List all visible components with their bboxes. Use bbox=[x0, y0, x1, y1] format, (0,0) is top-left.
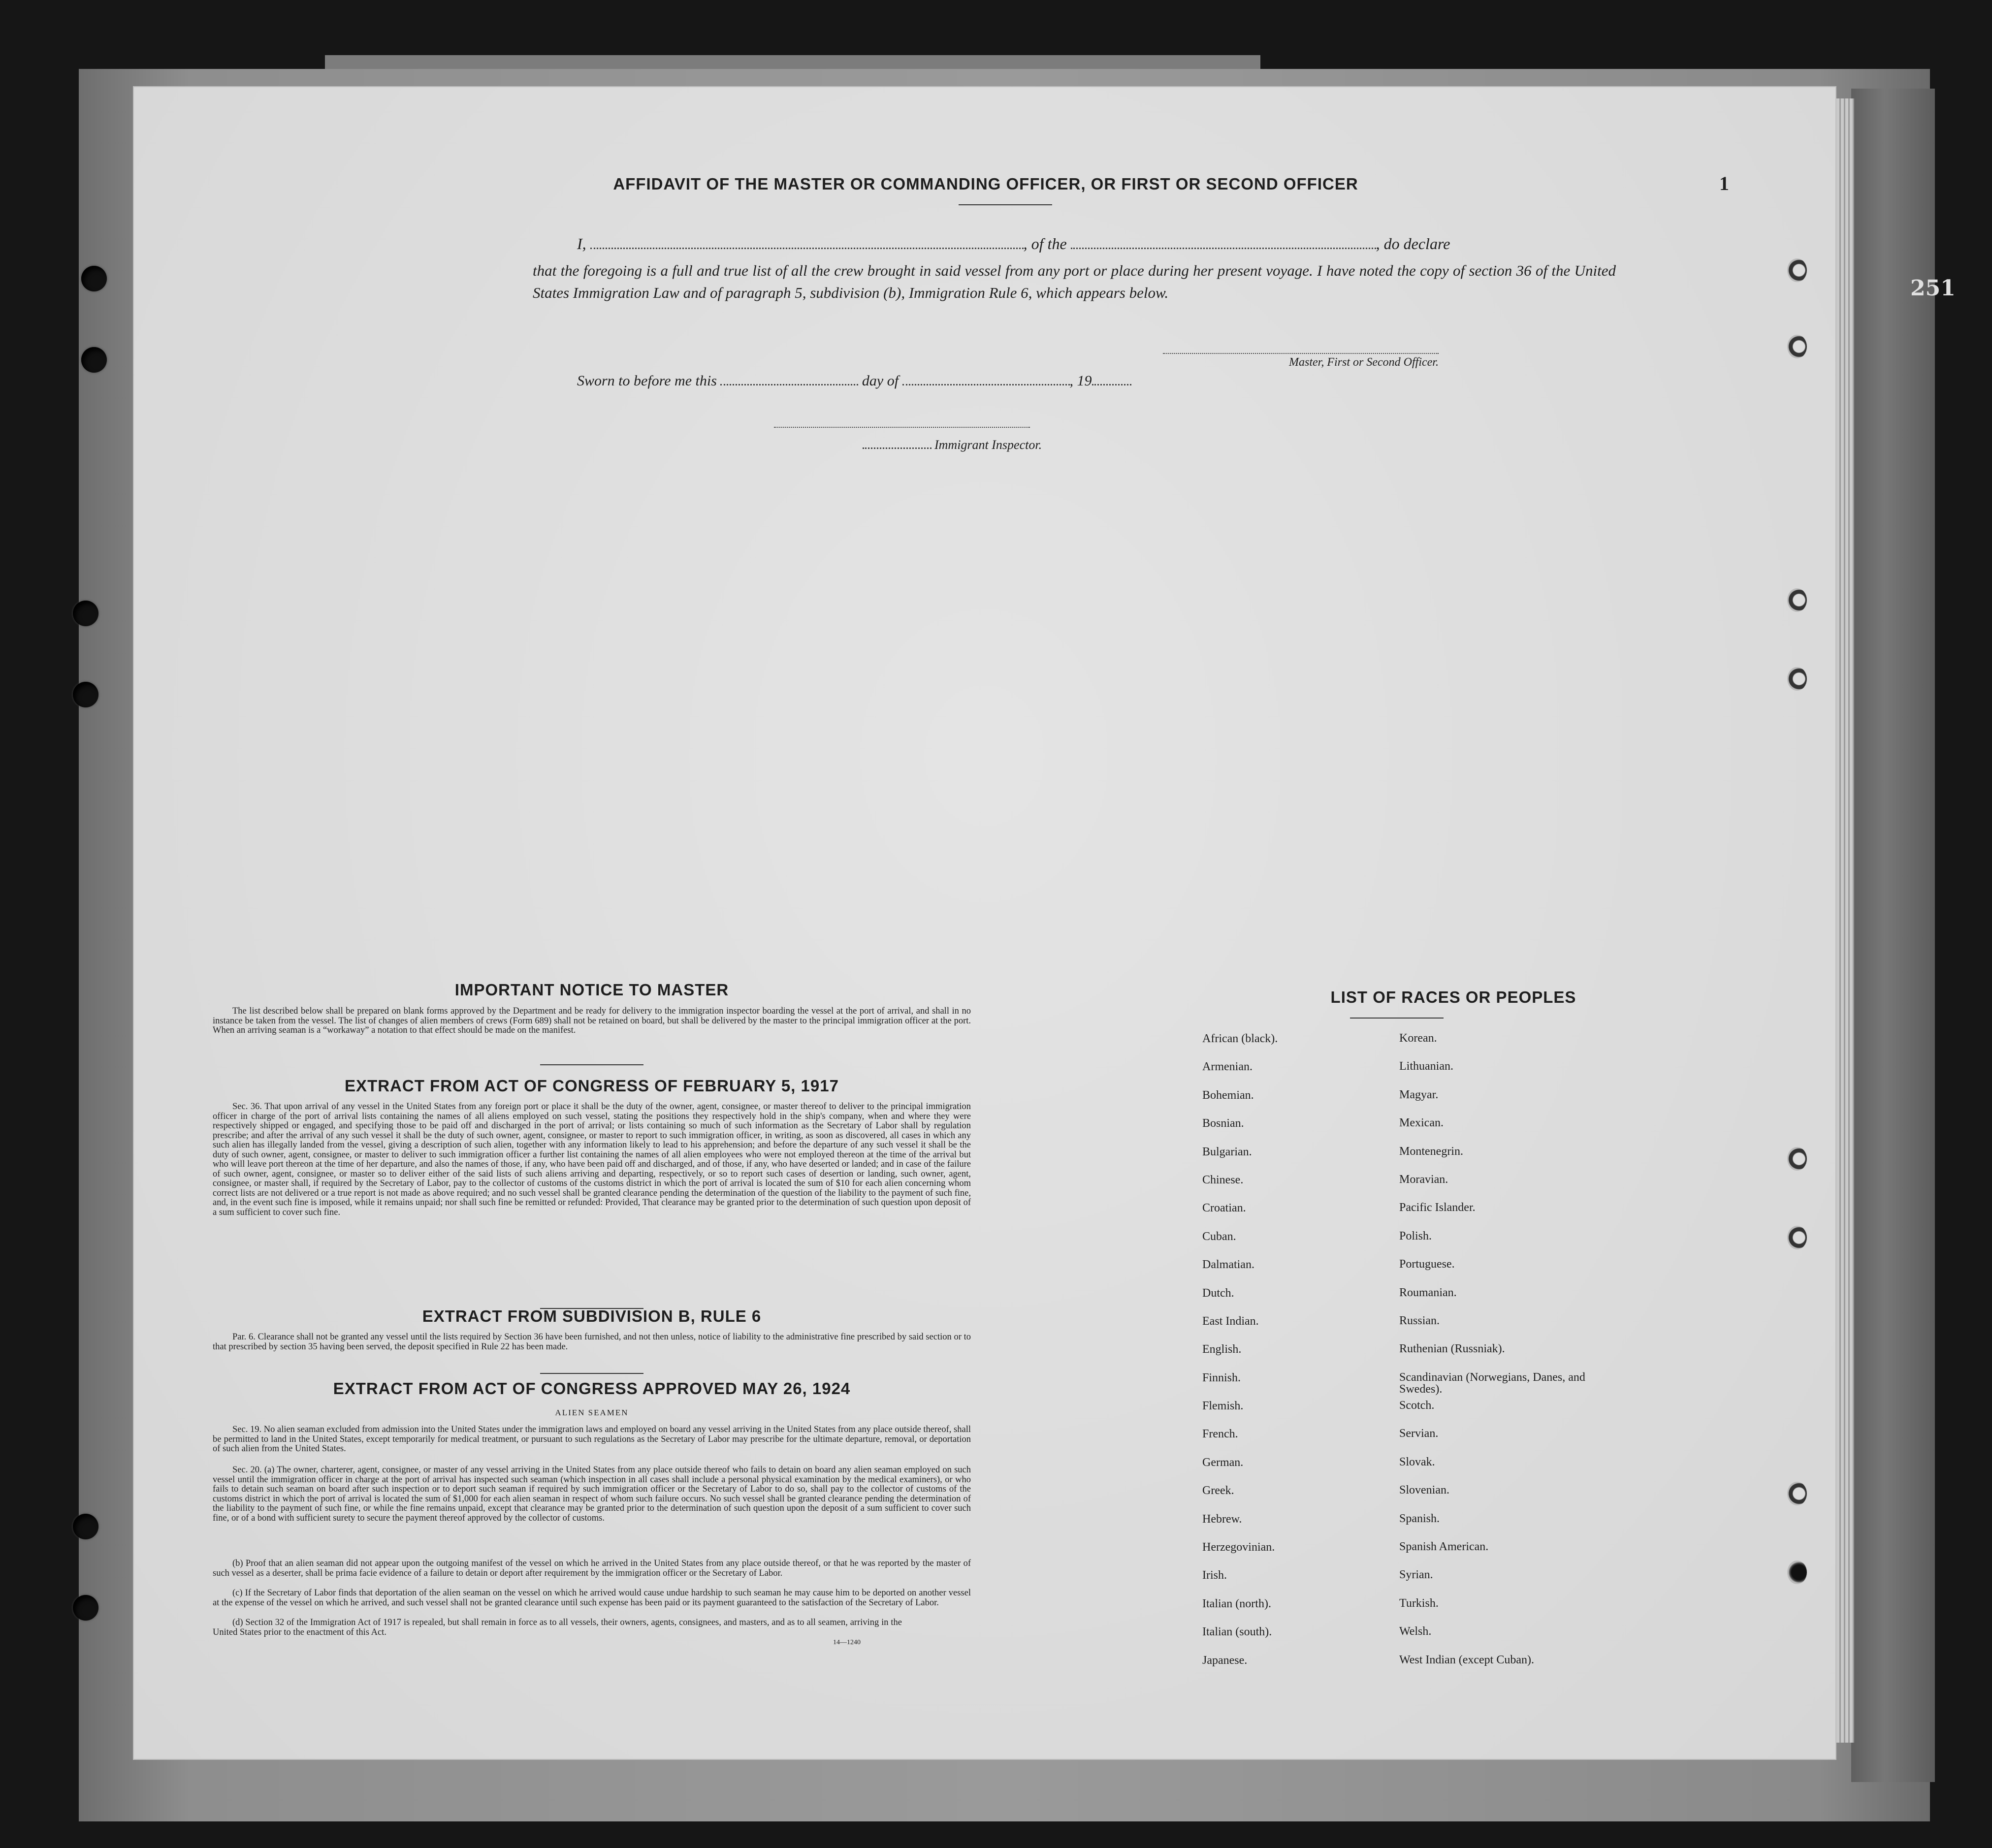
binder-ring bbox=[1787, 588, 1807, 612]
race-name-right: Portuguese. bbox=[1399, 1258, 1455, 1271]
races-title: LIST OF RACES OR PEOPLES bbox=[1330, 988, 1576, 1006]
race-name-left: Irish. bbox=[1202, 1569, 1227, 1582]
race-row bbox=[1202, 1174, 1606, 1202]
race-name-right: Ruthenian (Russniak). bbox=[1399, 1342, 1505, 1356]
race-name-right: Turkish. bbox=[1399, 1596, 1439, 1610]
inspector-signature-line[interactable] bbox=[774, 427, 1030, 428]
race-name-right: Pacific Islander. bbox=[1399, 1201, 1476, 1214]
extract-1924-sec20b: (b) Proof that an alien seaman did not appear upon the outgoing manifest of the vessel on which he arrived in the United States from any place outside thereof, or that he was reported by the master of such vessel as a deserter, shall be prima facie evidence of a failure to detain or deport after requirement by the immigration officer or the Secretary of Labor. bbox=[213, 1559, 971, 1578]
master-signature-line[interactable] bbox=[1163, 353, 1439, 369]
race-name-right: West Indian (except Cuban). bbox=[1399, 1653, 1534, 1666]
sworn-year: , 19 bbox=[1069, 373, 1092, 389]
race-row bbox=[1202, 1146, 1606, 1174]
race-name-right: Moravian. bbox=[1399, 1173, 1448, 1186]
race-name-left: African (black). bbox=[1202, 1032, 1278, 1045]
notice-text: The list described below shall be prepared on blank forms approved by the Department and be ready for delivery to the immigration inspector boarding the vessel at the port of arrival, and shall in no instance be taken from the vessel. The list of changes of alien members of crews (Form 689) shall not be retained on board, but shall be delivered by the master to the principal immigration officer at the port. When an arriving seaman is a “workaway” a notation to that effect should be made on the manifest. bbox=[213, 1006, 971, 1035]
extract-1917-title: EXTRACT FROM ACT OF CONGRESS OF FEBRUARY 5, 1917 bbox=[345, 1077, 839, 1095]
race-name-left: Cuban. bbox=[1202, 1230, 1236, 1243]
binder-ring bbox=[1787, 667, 1807, 691]
binder-ring bbox=[1787, 1147, 1807, 1171]
sworn-prefix: Sworn to before me this bbox=[577, 373, 717, 389]
declaration-first-line bbox=[577, 235, 1450, 253]
race-row bbox=[1202, 1513, 1606, 1541]
race-row bbox=[1202, 1032, 1606, 1060]
extract-rule6-divider bbox=[540, 1373, 643, 1374]
binder-hole bbox=[81, 266, 107, 291]
binder-ring bbox=[1787, 1561, 1807, 1584]
race-name-right: Magyar. bbox=[1399, 1088, 1439, 1101]
race-name-left: Flemish. bbox=[1202, 1400, 1244, 1413]
race-row bbox=[1202, 1343, 1606, 1371]
decl-do-declare-label: , do declare bbox=[1376, 235, 1450, 253]
sworn-day-of: day of bbox=[862, 373, 899, 389]
binder-hole bbox=[73, 1514, 98, 1539]
sworn-statement bbox=[577, 373, 1131, 389]
race-name-left: Greek. bbox=[1202, 1484, 1234, 1498]
extract-1924-sec20c: (c) If the Secretary of Labor finds that deportation of the alien seaman on the vessel on which he arrived would cause undue hardship to such seaman he may cause him to be deported on another vessel at the expense of the vessel on which he arrived, and such vessel shall not be granted clearance until such expense has been paid or its payment guaranteed to the satisfaction of the Secretary of Labor. bbox=[213, 1588, 971, 1608]
race-name-right: Korean. bbox=[1399, 1032, 1437, 1045]
race-name-right: Lithuanian. bbox=[1399, 1060, 1453, 1073]
race-row bbox=[1202, 1060, 1606, 1088]
race-name-right: Montenegrin. bbox=[1399, 1145, 1463, 1158]
binder-ring bbox=[1787, 1226, 1807, 1249]
extract-1924-sec20a: Sec. 20. (a) The owner, charterer, agent, consignee, or master of any vessel arriving in the United States from any place outside thereof who fails to detain on board any alien seaman employed on such vessel until the immigration officer in charge at the port of arrival has inspected such seaman (which inspection in all cases shall include a personal physical examination by the medical examiners), or who fails to detain such seaman on board after such inspection or to deport such seaman if required by such immigration officer or the Secretary of Labor to do so, shall pay to the collector of customs of the customs district in which the port of arrival is located the sum of $1,000 for each alien seaman in respect of whom such failure occurs. No such vessel shall be granted clearance pending the determination of the liability to the payment of such fine, or while the fine remains unpaid, except that clearance may be granted prior to the determination of such question upon the deposit of a sum sufficient to cover such fine, or of a bond with sufficient surety to secure the payment thereof approved by the collector of customs. bbox=[213, 1465, 971, 1523]
inspector-signature bbox=[863, 438, 1042, 452]
master-name-field[interactable] bbox=[590, 248, 1024, 249]
race-name-left: German. bbox=[1202, 1456, 1244, 1469]
page-index-mark: 1 bbox=[1719, 172, 1729, 194]
race-row bbox=[1202, 1654, 1606, 1682]
race-name-left: French. bbox=[1202, 1428, 1238, 1441]
binder-ring bbox=[1787, 1482, 1807, 1505]
title-underline bbox=[959, 204, 1052, 205]
race-row bbox=[1202, 1456, 1606, 1484]
race-row bbox=[1202, 1541, 1606, 1569]
extract-1924-subtitle: ALIEN SEAMEN bbox=[555, 1408, 629, 1417]
race-name-left: Hebrew. bbox=[1202, 1512, 1242, 1526]
race-name-left: Bulgarian. bbox=[1202, 1145, 1252, 1158]
race-row bbox=[1202, 1428, 1606, 1456]
race-row bbox=[1202, 1371, 1606, 1400]
race-name-left: Dalmatian. bbox=[1202, 1258, 1254, 1272]
races-title-underline bbox=[1350, 1018, 1444, 1019]
race-name-left: Chinese. bbox=[1202, 1173, 1244, 1186]
race-name-right: Servian. bbox=[1399, 1427, 1439, 1440]
binder-ring bbox=[1787, 258, 1807, 282]
race-row bbox=[1202, 1230, 1606, 1258]
sworn-month-field[interactable] bbox=[902, 384, 1070, 385]
binder-hole bbox=[73, 682, 98, 707]
race-row bbox=[1202, 1315, 1606, 1343]
extract-1917-text: Sec. 36. That upon arrival of any vessel in the United States from any foreign port or place it shall be the duty of the owner, agent, consignee, or master thereof to deliver to the principal immigration officer in charge of the port of arrival lists containing the names of all aliens employed on such vessel, stating the positions they respectively hold in the ship's company, when and where they were respectively shipped or engaged, and specifying those to be paid off and discharged in the port of arrival; or lists containing so much of such information as the Secretary of Labor shall by regulation prescribe; and after the arrival of any such vessel it shall be the duty of such owner, agent, consignee, or master to report to such immigration officer, in writing, as soon as discovered, all cases in which any such alien has illegally landed from the vessel, giving a description of such alien, together with any information likely to lead to his apprehension; and before the departure of any such vessel it shall be the duty of such owner, agent, consignee, or master to deliver to such immigration officer a further list containing the names of all alien employees who were not employed thereon at the time of the arrival but who will leave port thereon at the time of her departure, and also the names of those, if any, who have been paid off and discharged, and of those, if any, who have deserted or landed; and in case of the failure of such owner, agent, consignee, or master so to deliver either of the said lists of such aliens arriving and departing, respectively, or so to report such cases of desertion or landing, such owner, agent, consignee, or master shall, if required by the Secretary of Labor, pay to the collector of customs of the customs district in which the port of arrival is located the sum of $10 for each alien concerning whom correct lists are not delivered or a true report is not made as above required; and no such vessel shall be granted clearance pending the determination of the question of the liability to the payment of such fine, and, in the event such fine is imposed, while it remains unpaid; nor shall such fine be remitted or refunded: Provided, That clearance may be granted prior to the determination of such question upon deposit of a sum sufficient to cover such fine. bbox=[213, 1102, 971, 1217]
extract-rule6-text: Par. 6. Clearance shall not be granted any vessel until the lists required by Section 36 have been furnished, and not then unless, notice of liability to the administrative fine prescribed by said section or to that prescribed by section 35 having been served, the deposit specified in Rule 22 has been made. bbox=[213, 1332, 971, 1352]
binder-hole bbox=[73, 1595, 98, 1621]
extract-1924-title: EXTRACT FROM ACT OF CONGRESS APPROVED MAY 26, 1924 bbox=[333, 1379, 851, 1398]
race-row bbox=[1202, 1484, 1606, 1512]
race-name-right: Scandinavian (Norwegians, Danes, and Swedes). bbox=[1399, 1370, 1585, 1396]
race-name-right: Slovenian. bbox=[1399, 1484, 1449, 1497]
race-name-right: Slovak. bbox=[1399, 1455, 1435, 1468]
binder-hole bbox=[73, 601, 98, 626]
form-page bbox=[133, 86, 1836, 1760]
race-name-right: Roumanian. bbox=[1399, 1286, 1457, 1299]
race-name-left: Herzegovinian. bbox=[1202, 1541, 1275, 1554]
declaration-body: that the foregoing is a full and true list of all the crew brought in said vessel from any port or place during her present voyage. I have noted the copy of section 36 of the United States Immigration Law and of paragraph 5, subdivision (b), Immigration Rule 6, which appears below. bbox=[533, 262, 1616, 301]
race-name-left: Croatian. bbox=[1202, 1202, 1246, 1215]
form-number: 14—1240 bbox=[833, 1639, 861, 1646]
race-name-left: Italian (north). bbox=[1202, 1597, 1271, 1610]
affidavit-title: AFFIDAVIT OF THE MASTER OR COMMANDING OFFICER, OR FIRST OR SECOND OFFICER bbox=[613, 175, 1358, 193]
race-name-right: Welsh. bbox=[1399, 1625, 1432, 1638]
race-name-right: Mexican. bbox=[1399, 1116, 1444, 1130]
race-row bbox=[1202, 1625, 1606, 1654]
extract-rule6-title: EXTRACT FROM SUBDIVISION B, RULE 6 bbox=[422, 1307, 762, 1325]
race-name-left: Bohemian. bbox=[1202, 1088, 1254, 1102]
master-signature-label: Master, First or Second Officer. bbox=[1289, 356, 1439, 369]
notice-divider bbox=[540, 1064, 643, 1065]
race-name-left: Finnish. bbox=[1202, 1371, 1241, 1384]
race-row bbox=[1202, 1400, 1606, 1428]
race-name-right: Scotch. bbox=[1399, 1399, 1435, 1412]
sworn-year-field[interactable] bbox=[1092, 384, 1131, 385]
race-name-left: Armenian. bbox=[1202, 1060, 1253, 1074]
race-name-right: Spanish American. bbox=[1399, 1540, 1489, 1554]
race-name-right: Syrian. bbox=[1399, 1568, 1433, 1582]
race-row bbox=[1202, 1117, 1606, 1145]
folio-page-number: 251 bbox=[1910, 276, 1956, 301]
notice-title: IMPORTANT NOTICE TO MASTER bbox=[454, 981, 729, 999]
races-table bbox=[1202, 1032, 1606, 1682]
race-name-left: Bosnian. bbox=[1202, 1117, 1244, 1130]
race-name-right: Russian. bbox=[1399, 1314, 1440, 1327]
race-name-left: English. bbox=[1202, 1343, 1242, 1356]
binder-spine bbox=[1851, 89, 1935, 1782]
race-row bbox=[1202, 1258, 1606, 1286]
decl-i-label: I, bbox=[577, 235, 586, 253]
binder-ring bbox=[1787, 335, 1807, 358]
race-row bbox=[1202, 1287, 1606, 1315]
page-edges bbox=[1836, 98, 1854, 1743]
sworn-day-field[interactable] bbox=[720, 384, 858, 385]
race-name-left: Japanese. bbox=[1202, 1654, 1248, 1667]
binder-hole bbox=[81, 347, 107, 373]
extract-1924-sec19: Sec. 19. No alien seaman excluded from admission into the United States under the immigration laws and employed on board any vessel arriving in the United States from any place outside thereof, shall be permitted to land in the United States, except temporarily for medical treatment, or pursuant to such regulations as the Secretary of Labor may prescribe for the ultimate departure, removal, or deportation of such alien from the United States. bbox=[213, 1425, 971, 1454]
race-row bbox=[1202, 1089, 1606, 1117]
race-name-left: East Indian. bbox=[1202, 1314, 1259, 1328]
race-name-right: Polish. bbox=[1399, 1229, 1432, 1243]
inspector-label: Immigrant Inspector. bbox=[934, 438, 1042, 452]
race-name-left: Dutch. bbox=[1202, 1286, 1234, 1300]
race-row bbox=[1202, 1569, 1606, 1597]
race-name-right: Spanish. bbox=[1399, 1512, 1440, 1525]
race-row bbox=[1202, 1597, 1606, 1625]
decl-of-the-label: , of the bbox=[1023, 235, 1067, 253]
race-row bbox=[1202, 1202, 1606, 1230]
inspector-name-field[interactable] bbox=[863, 447, 932, 449]
race-name-left: Italian (south). bbox=[1202, 1625, 1272, 1639]
extract-1924-sec20d: (d) Section 32 of the Immigration Act of 1917 is repealed, but shall remain in force as to all vessels, their owners, agents, consignees, and masters, and as to all seamen, arriving in the United States prior to the enactment of this Act. bbox=[213, 1618, 902, 1637]
vessel-name-field[interactable] bbox=[1071, 248, 1376, 249]
